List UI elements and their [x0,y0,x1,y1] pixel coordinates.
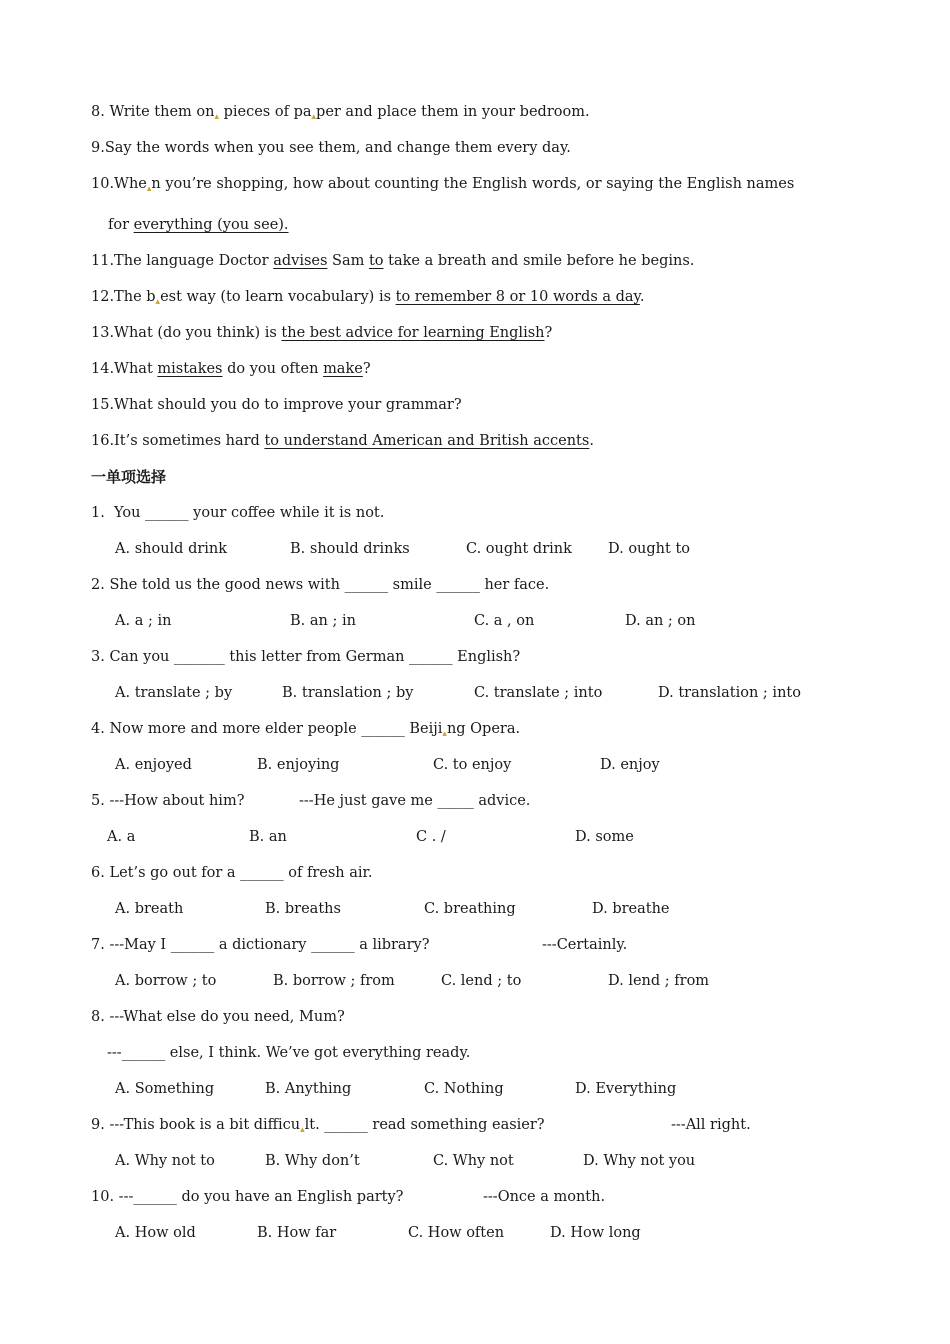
sentence-11: 11.The language Doctor advises Sam to take a breath and smile before he begins. [91,253,695,269]
question-10-option-d: D. How long [550,1225,641,1241]
question-10-option-c: C. How often [408,1225,505,1241]
edit-mark-icon: ▴ [300,1125,305,1135]
question-6-option-b: B. breaths [265,901,341,917]
question-10-stem: 10. ---______ do you have an English party? [91,1189,404,1205]
question-7-option-d: D. lend ; from [608,973,710,989]
question-5-option-b: B. an [249,829,287,845]
section-title: 一单项选择 [91,468,167,486]
sentence-15: 15.What should you do to improve your grammar? [91,397,462,413]
question-9-option-a: A. Why not to [115,1153,215,1169]
question-10-reply: ---Once a month. [483,1189,606,1205]
question-4-option-c: C. to enjoy [433,757,512,773]
question-5-option-a: A. a [107,829,136,845]
question-9-option-b: B. Why don’t [265,1153,360,1169]
question-8-option-b: B. Anything [265,1081,352,1097]
edit-mark-icon: ▴ [214,112,219,122]
question-1-option-a: A. should drink [115,541,228,557]
sentence-16: 16.It’s sometimes hard to understand American and British accents. [91,433,594,449]
sentence-9: 9.Say the words when you see them, and change them every day. [91,140,571,156]
question-5-reply: ---He just gave me _____ advice. [299,793,531,809]
question-5-option-d: D. some [575,829,634,845]
question-2-option-d: D. an ; on [625,613,696,629]
question-7-reply: ---Certainly. [542,937,628,953]
question-2-option-c: C. a , on [474,613,535,629]
question-4-option-a: A. enjoyed [115,757,192,773]
question-8-reply: ---______ else, I think. We’ve got everything ready. [107,1045,471,1061]
question-9-reply: ---All right. [671,1117,751,1133]
question-9-stem: 9. ---This book is a bit difficu$_▴$lt. ______ read something easier? [91,1117,545,1135]
question-2-stem: 2. She told us the good news with ______ smile ______ her face. [91,577,550,593]
question-4-stem: 4. Now more and more elder people ______ Beiji$_▴$ng Opera. [91,721,521,739]
question-4-option-b: B. enjoying [257,757,340,773]
edit-mark-icon: ▴ [442,729,447,739]
question-2-option-a: A. a ; in [115,613,172,629]
question-3-option-b: B. translation ; by [282,685,414,701]
edit-mark-icon: ▴ [146,184,152,194]
edit-mark-icon: ▴ [155,297,161,307]
question-2-option-b: B. an ; in [290,613,356,629]
question-4-option-d: D. enjoy [600,757,660,773]
sentence-13: 13.What (do you think) is the best advice for learning English? [91,325,553,341]
question-7-option-b: B. borrow ; from [273,973,395,989]
question-3-option-d: D. translation ; into [658,685,801,701]
question-1-option-d: D. ought to [608,541,691,557]
question-9-option-c: C. Why not [433,1153,514,1169]
question-5-stem: 5. ---How about him? [91,793,245,809]
question-9-option-d: D. Why not you [583,1153,696,1169]
question-8-option-a: A. Something [115,1081,215,1097]
question-6-option-d: D. breathe [592,901,670,917]
question-3-stem: 3. Can you _______ this letter from German ______ English? [91,649,521,665]
question-8-option-d: D. Everything [575,1081,677,1097]
question-6-option-a: A. breath [115,901,184,917]
question-10-option-b: B. How far [257,1225,337,1241]
sentence-12: 12.The $b_▴est$ way (to learn vocabulary) is to remember 8 or 10 words a day. [91,289,645,307]
sentence-14: 14.What mistakes do you often make? [91,361,371,377]
question-3-option-a: A. translate ; by [115,685,233,701]
question-1-option-c: C. ought drink [466,541,572,557]
question-6-option-c: C. breathing [424,901,516,917]
question-10-option-a: A. How old [115,1225,196,1241]
question-7-option-c: C. lend ; to [441,973,522,989]
question-5-option-c: C . / [416,829,446,845]
sentence-8: 8. Write them $on_▴$ pieces of $pa_▴per$ and place them in your bedroom. [91,104,590,122]
sentence-10-continued: for everything (you see). [108,217,289,233]
question-8-option-c: C. Nothing [424,1081,504,1097]
edit-mark-icon: ▴ [311,112,317,122]
question-7-option-a: A. borrow ; to [115,973,217,989]
question-1-option-b: B. should drinks [290,541,410,557]
sentence-10: 10.Whe$_▴$n you’re shopping, how about counting the English words, or saying the English names [91,176,795,194]
question-6-stem: 6. Let’s go out for a ______ of fresh air. [91,865,373,881]
question-3-option-c: C. translate ; into [474,685,603,701]
question-8-stem: 8. ---What else do you need, Mum? [91,1009,345,1025]
question-7-stem: 7. ---May I ______ a dictionary ______ a library? [91,937,430,953]
question-1-stem: 1. You ______ your coffee while it is not. [91,505,385,521]
